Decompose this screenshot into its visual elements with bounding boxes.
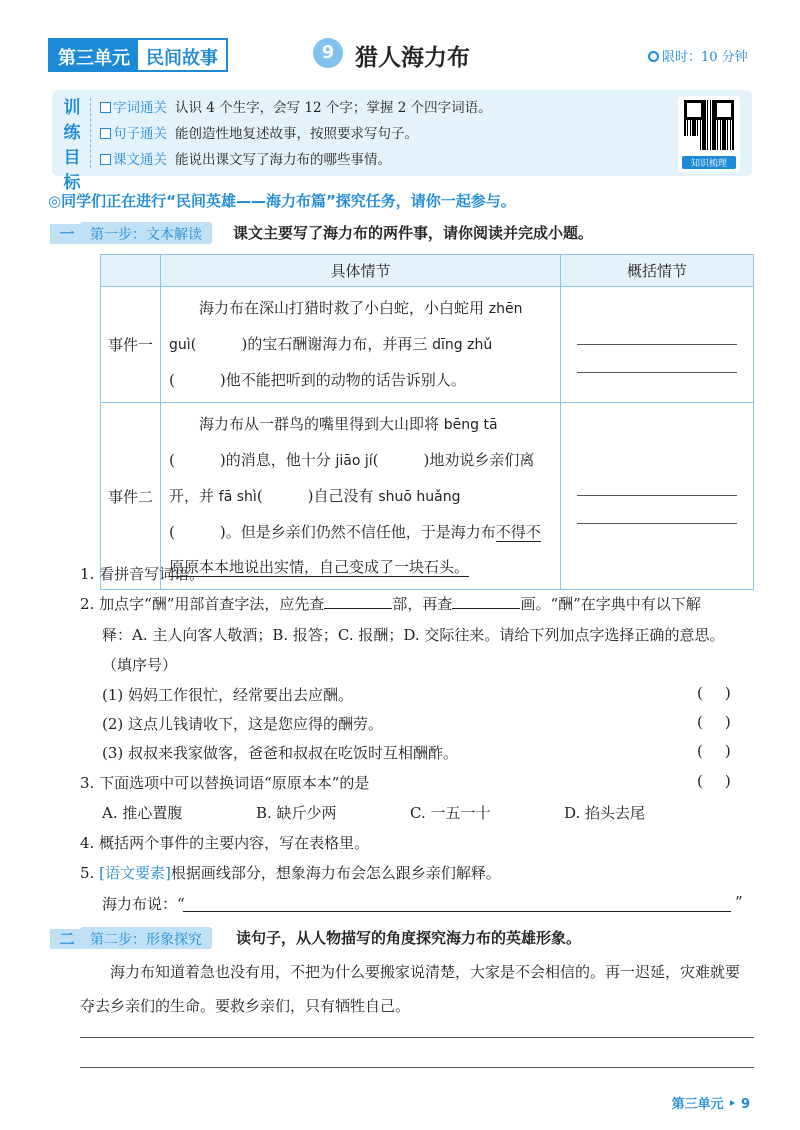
goal-tag: 字词通关 [113, 100, 167, 116]
table-header-detail: 具体情节 [161, 255, 561, 287]
pinyin: guì [169, 337, 191, 353]
unit-label: 第三单元 [50, 40, 138, 70]
checkbox[interactable] [100, 154, 111, 165]
answer-line[interactable] [577, 468, 737, 496]
closing-quote: ” [735, 893, 743, 911]
answer-blank[interactable] [452, 608, 520, 609]
pinyin: fā shì [218, 489, 257, 505]
event-text[interactable]: ( )的消息，他十分 [169, 451, 331, 469]
answer-line[interactable] [80, 1067, 754, 1068]
checkbox[interactable] [100, 102, 111, 113]
option-d[interactable]: D. 掐头去尾 [564, 804, 646, 822]
answer-line[interactable] [577, 496, 737, 524]
question-number: 5. [80, 864, 95, 882]
unit-theme: 民间故事 [138, 40, 226, 70]
table-header-row [101, 255, 754, 287]
unit-badge [48, 38, 228, 72]
pinyin: zhēn [488, 301, 523, 317]
question-2-definitions: 释：A. 主人向客人敬酒；B. 报答；C. 报酬；D. 交际往来。请给下列加点字选择正确的意思。 [102, 626, 725, 644]
event-text[interactable]: ( )地劝说乡亲们离开，并 [169, 451, 535, 505]
question-text: 根据画线部分，想象海力布会怎么跟乡亲们解释。 [170, 864, 501, 882]
question-3: 3. 下面选项中可以替换词语“原原本本”的是 [80, 774, 370, 792]
step1-tag: 第一步：文本解读 [80, 222, 212, 244]
table-row [101, 287, 754, 403]
answer-line[interactable] [577, 317, 737, 345]
question-2-item: (2) 这点儿钱请收下，这是您应得的酬劳。 [102, 715, 384, 733]
goal-item [100, 122, 418, 142]
question-text: 2. 加点字“酬”用部首查字法，应先查 [80, 595, 325, 613]
question-text: 部，再查 [392, 595, 453, 613]
question-4: 4. 概括两个事件的主要内容，写在表格里。 [80, 834, 370, 852]
event-text[interactable]: ( )自己没有 [256, 487, 374, 505]
goal-item [100, 96, 492, 116]
qr-code-icon [684, 100, 734, 150]
goals-label-char: 练 [63, 123, 81, 143]
qr-code[interactable] [678, 96, 740, 172]
passage: 海力布知道着急也没有用，不把为什么要搬家说清楚，大家是不会相信的。再一迟延，灾难就要夺去乡亲们的生命。要救乡亲们，只有牺牲自己。 [80, 963, 741, 1015]
answer-line[interactable] [577, 345, 737, 373]
answer-paren[interactable]: () [697, 742, 753, 760]
pinyin: dīng zhǔ [432, 337, 493, 353]
divider [90, 98, 91, 168]
answer-paren[interactable]: () [697, 772, 753, 790]
page-title: 猎人海力布 [355, 45, 470, 71]
answer-line[interactable] [183, 911, 731, 912]
answer-line[interactable] [80, 1037, 754, 1038]
goals-label [60, 96, 84, 196]
goal-text: 认识 4 个生字，会写 12 个字；掌握 2 个四字词语。 [175, 100, 492, 116]
goal-tag: 句子通关 [113, 126, 167, 142]
event-text[interactable]: ( )的宝石酬谢海力布，并再三 [190, 335, 428, 353]
goals-label-char: 标 [63, 173, 81, 193]
lesson-number: 9 [313, 38, 343, 68]
event-text[interactable]: ( )他不能把听到的动物的话告诉别人。 [169, 371, 466, 389]
table-row [101, 403, 754, 590]
question-text: 画。“酬”在字典中有以下解 [520, 595, 701, 613]
question-1: 1. 看拼音写词语。 [80, 565, 205, 583]
summary-cell[interactable] [561, 287, 754, 403]
goal-item [100, 148, 391, 168]
goal-tag: 课文通关 [113, 152, 167, 168]
event-text: 海力布在深山打猎时救了小白蛇，小白蛇用 [199, 299, 485, 317]
clock-icon [648, 51, 659, 62]
pinyin: bēng tā [443, 417, 498, 433]
goals-label-char: 目 [63, 148, 81, 168]
time-limit-text: 限时：10 分钟 [662, 50, 748, 65]
pinyin: jiāo jí [335, 453, 373, 469]
step1-desc: 课文主要写了海力布的两件事，请你阅读并完成小题。 [233, 224, 594, 242]
summary-cell[interactable] [561, 403, 754, 590]
event-text[interactable]: ( )。但是乡亲们仍然不信任他，于是海力布 [169, 523, 496, 541]
event-name: 事件一 [101, 287, 161, 403]
qr-caption: 知识梳理 [682, 156, 736, 169]
event-text: 海力布从一群鸟的嘴里得到大山即将 [199, 415, 440, 433]
underlined-text: 不得不原原本本地说出实情，自己变成了一块石头。 [169, 523, 541, 576]
option-a[interactable]: A. 推心置腹 [102, 804, 183, 822]
pinyin: shuō huǎng [378, 489, 461, 505]
option-b[interactable]: B. 缺斤少两 [256, 804, 337, 822]
goals-label-char: 训 [63, 98, 81, 118]
answer-paren[interactable]: () [697, 684, 753, 702]
question-5 [80, 862, 501, 883]
event-detail [161, 287, 561, 403]
step2-number: 二 [50, 929, 84, 949]
question-2-note: （填序号） [102, 656, 178, 674]
event-detail [161, 403, 561, 590]
language-element-tag: [语文要素] [99, 864, 171, 882]
question-2-item: (1) 妈妈工作很忙，经常要出去应酬。 [102, 686, 354, 704]
training-goals-box [52, 90, 752, 193]
step2-desc: 读句子，从人物描写的角度探究海力布的英雄形象。 [236, 929, 582, 947]
option-c[interactable]: C. 一五一十 [410, 804, 491, 822]
question-2-item: (3) 叔叔来我家做客，爸爸和叔叔在吃饭时互相酬酢。 [102, 744, 459, 762]
time-limit [648, 46, 748, 65]
event-name: 事件二 [101, 403, 161, 590]
step2-tag: 第二步：形象探究 [80, 927, 212, 949]
step1-number: 一 [50, 224, 84, 244]
task-intro: ◎同学们正在进行“民间英雄——海力布篇”探究任务，请你一起参与。 [48, 192, 516, 210]
question-5-prompt: 海力布说：“ [102, 895, 185, 913]
question-2 [80, 593, 701, 614]
page-footer: 第三单元 ‣ 9 [671, 1097, 750, 1112]
checkbox[interactable] [100, 128, 111, 139]
answer-paren[interactable]: () [697, 713, 753, 731]
answer-blank[interactable] [324, 608, 392, 609]
table-header-summary: 概括情节 [561, 255, 754, 287]
goal-text: 能创造性地复述故事，按照要求写句子。 [175, 126, 418, 142]
goal-text: 能说出课文写了海力布的哪些事情。 [175, 152, 391, 168]
event-table [100, 254, 754, 590]
table-header-blank [101, 255, 161, 287]
